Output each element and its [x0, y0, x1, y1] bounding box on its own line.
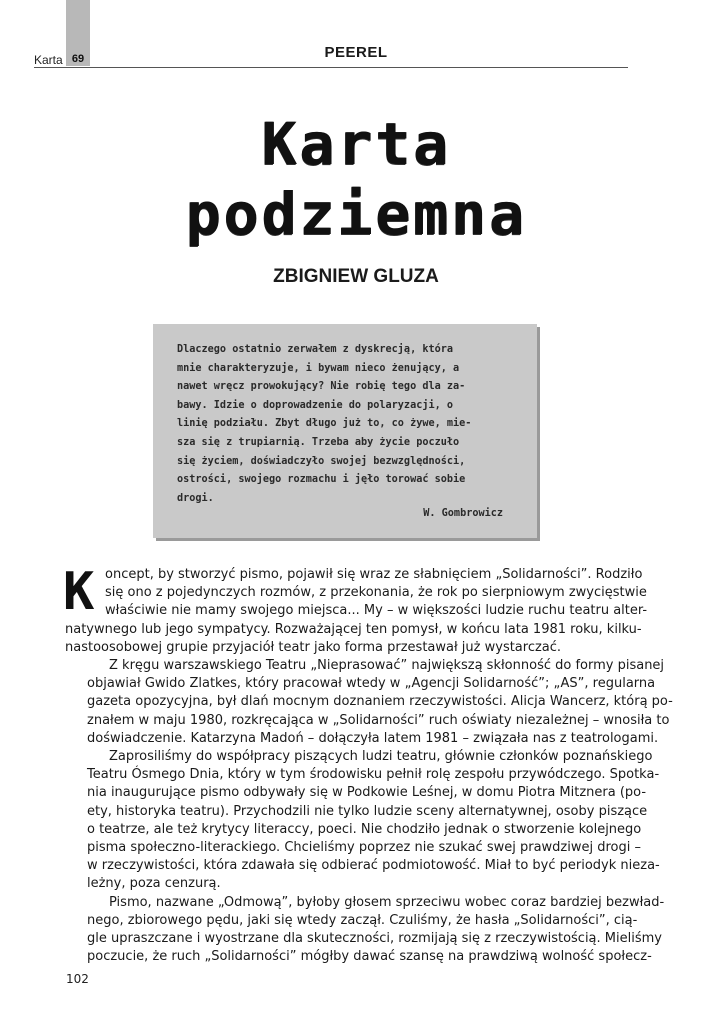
epigraph-line: mnie charakteryzuje, i bywam nieco żenujący, a — [177, 362, 460, 374]
article-body — [63, 562, 673, 966]
epigraph-line: bawy. Idzie o doprowadzenie do polaryzacji, o — [177, 399, 454, 411]
epigraph-text — [177, 341, 517, 508]
epigraph-line: się życiem, doświadczyło swojej bezwzględności, — [177, 455, 466, 467]
body-line: pisma społeczno-literackiego. Chcieliśmy poprzez nie szukać swej prawdziwej drogi – — [87, 840, 641, 856]
body-line: poczucie, że ruch „Solidarności” mógłby dawać szansę na prawdziwą wolność społecz- — [87, 949, 652, 965]
body-line: doświadczenie. Katarzyna Madoń – dołączyła latem 1981 – związała nas z teatrologami. — [87, 730, 659, 746]
body-line: nego, zbiorowego pędu, jaki się wtedy zaczął. Czuliśmy, że hasła „Solidarności”, cią- — [87, 912, 638, 928]
body-line: ety, historyka teatru). Przychodzili nie tylko ludzie sceny alternatywnej, osoby piszące — [87, 803, 648, 819]
body-line: Teatru Ósmego Dnia, który w tym środowisku pełnił rolę zespołu przywódczego. Spotka- — [87, 767, 660, 783]
body-line: gazeta opozycyjna, był dlań mocnym doznaniem rzeczywistości. Alicja Wancerz, którą po- — [87, 694, 673, 710]
epigraph-line: sza się z trupiarnią. Trzeba aby życie poczuło — [177, 436, 460, 448]
epigraph-author: W. Gombrowicz — [423, 508, 503, 519]
body-line: w rzeczywistości, która zdawała się odbierać podmiotowość. Miał to być periodyk nieza- — [87, 858, 660, 874]
body-line: się ono z pojedynczych rozmów, z przekonania, że rok po sierpniowym zwycięstwie — [105, 585, 647, 601]
body-paragraph — [65, 748, 660, 894]
body-line: Z kręgu warszawskiego Teatru „Nieprasować” największą skłonność do formy pisanej — [109, 658, 665, 674]
body-line: objawiał Gwido Zlatkes, który pracował wtedy w „Agencji Solidarność”; „AS”, regularna — [87, 676, 656, 692]
article-title-line-2: podziemna — [185, 180, 527, 248]
epigraph-line: linię podziału. Zbyt długo już to, co żywe, mie- — [177, 418, 472, 430]
body-line: właściwie nie mamy swojego miejsca... My – w większości ludzie ruchu teatru alter- — [105, 603, 648, 619]
body-line: gle upraszczane i wyostrzane dla skuteczności, rozmijają się z rzeczywistością. Mieliśmy — [87, 931, 662, 947]
body-line: leżny, poza cenzurą. — [87, 876, 221, 892]
article-author: ZBIGNIEW GLUZA — [273, 266, 439, 287]
page-number: 102 — [66, 972, 89, 986]
body-line: Zaprosiliśmy do współpracy piszących ludzi teatru, głównie członków poznańskiego — [109, 749, 653, 765]
body-line: oncept, by stworzyć pismo, pojawił się wraz ze słabnięciem „Solidarności”. Rodziło — [105, 567, 643, 582]
body-line: nia inaugurujące pismo odbywały się w Podkowie Leśnej, w domu Piotra Mitznera (po- — [87, 785, 647, 801]
header-rule — [34, 67, 628, 68]
issue-number: 69 — [71, 53, 85, 65]
body-paragraph — [65, 657, 673, 748]
section-title: PEEREL — [324, 44, 388, 61]
epigraph-line: ostrości, swojego rozmachu i jęło torować sobie — [177, 474, 466, 486]
body-line: znałem w maju 1980, rozkręcająca w „Solidarności” ruch oświaty niezależnej – wnosiła to — [87, 712, 670, 728]
body-line: nastoosobowej grupie przyjaciół teatr jako forma przestawał już wystarczać. — [65, 639, 562, 655]
journal-name: Karta — [34, 53, 63, 67]
body-paragraph — [65, 894, 665, 967]
epigraph-line: Dlaczego ostatnio zerwałem z dyskrecją, która — [177, 344, 454, 355]
body-line: Pismo, nazwane „Odmową”, byłoby głosem sprzeciwu wobec coraz bardziej bezwład- — [109, 894, 665, 910]
body-paragraph — [63, 562, 648, 657]
epigraph-image — [153, 324, 537, 538]
epigraph-line: drogi. — [177, 492, 214, 504]
epigraph-line: nawet wręcz prowokujący? Nie robię tego dla za- — [177, 381, 466, 393]
article-title-line-1: Karta — [261, 110, 451, 178]
drop-cap: K — [63, 562, 95, 622]
body-line: natywnego lub jego sympatycy. Rozważającej ten pomysł, w końcu lata 1981 roku, kilku- — [65, 621, 642, 637]
body-line: o teatrze, ale też krytycy literaccy, poeci. Nie chodziło jednak o stworzenie kolejnego — [87, 821, 642, 837]
